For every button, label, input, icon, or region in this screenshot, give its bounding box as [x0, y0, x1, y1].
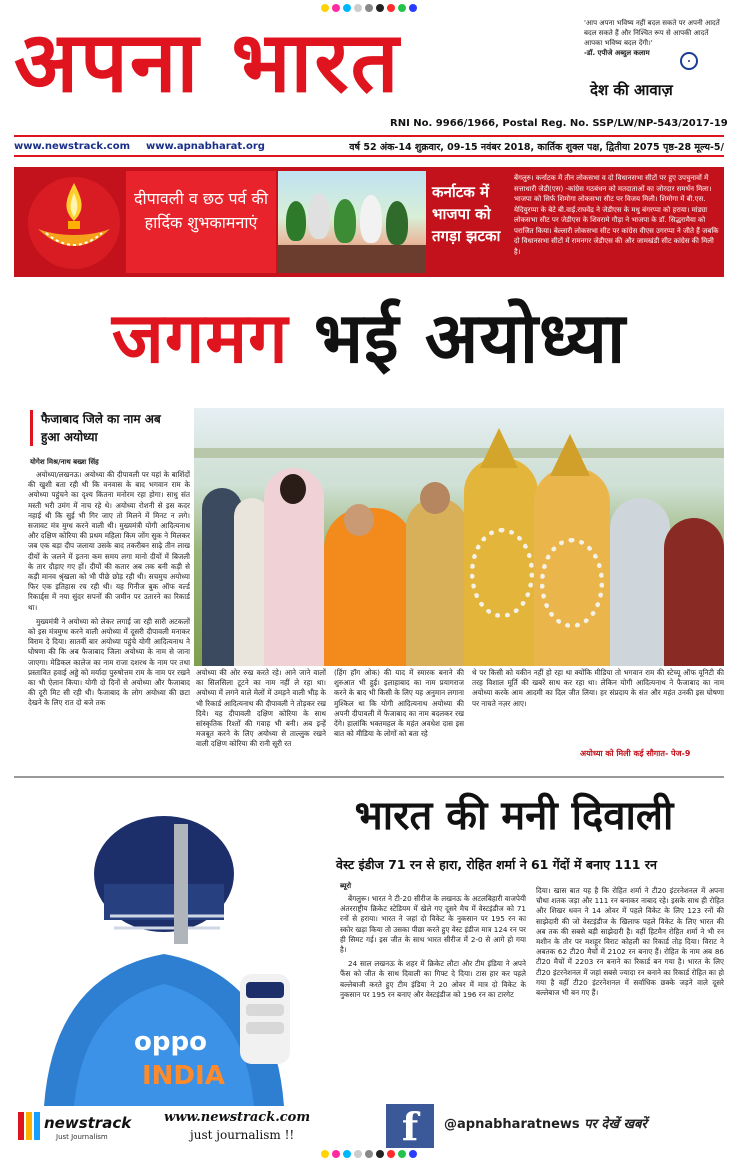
rni-number: RNI No. 9966/1966, Postal Reg. No. SSP/LW/NP-543/2017-19: [390, 118, 728, 129]
story1-column-2: अयोध्या की ओर रुख करते रहे। आने जाने वालों का सिलसिला टूटने का नाम नहीं ले रहा था। अयोध्या में लगने वाले मेलों में उमड़ने वाली भीड़ के भी रिकार्ड आदित्यनाथ की दीपावली ने तोड़कर रख दिये। यह दीपावली दक्षिण कोरिया के साथ सांस्कृतिक रिश्तों की गवाह भी बनी। अब इन्हें मजबूत करने के लिए अयोध्या से ताल्लुक रखने वाली दक्षिण कोरिया की रानी सूरी रत: [196, 668, 326, 749]
story1-byline: योगेश मिश्र/नाथ बख्श सिंह: [30, 458, 99, 466]
top-news-strip: [14, 167, 724, 277]
story1-column-4: थे पर किसी को यकीन नहीं हो रहा था क्योंकि मीडिया तो भगवान राम की स्टेच्यू ऑफ यूनिटी की तरह विशाल मूर्ति की खबरें साथ कर रहा था। लेकिन योगी आदित्यनाथ ने फैजाबाद का नाम अयोध्या करके आम आदमी का दिल जीत लिया। हर संप्रदाय के संत और महंत उनकी इस घोषणा पर नाचते नज़र आए।: [472, 668, 724, 708]
reg-dot: [409, 4, 417, 12]
rohit-sharma-photo: [14, 784, 300, 1106]
story2-headline: भारत की मनी दिवाली: [304, 790, 724, 842]
facebook-cta: पर देखें खबरें: [584, 1117, 647, 1132]
story2-subhead: वेस्ट इंडीज 71 रन से हारा, रोहित शर्मा ने 61 गेंदों में बनाए 111 रन: [336, 857, 657, 872]
link-newstrack[interactable]: www.newstrack.com: [14, 140, 131, 152]
masthead-quote: [584, 18, 724, 58]
svg-text:INDIA: INDIA: [142, 1061, 225, 1091]
masthead-tagline: देश की आवाज़: [590, 81, 673, 99]
cricketer-illustration: [14, 784, 300, 1106]
ashoka-chakra-icon: [680, 52, 698, 70]
facebook-icon[interactable]: f: [386, 1104, 434, 1148]
main-headline: [14, 296, 724, 380]
link-apnabharat[interactable]: www.apnabharat.org: [146, 140, 265, 152]
info-bar: [14, 135, 724, 157]
quote-author: -डॉ. एपीजे अब्दुल कलाम: [584, 49, 650, 57]
newstrack-logo[interactable]: [18, 1108, 148, 1144]
newstrack-url[interactable]: www.newstrack.com: [164, 1110, 311, 1125]
reg-dot: [354, 1150, 362, 1158]
section-divider: [14, 776, 724, 778]
story1-column-3: (हिंग हॉग ओक) की याद में स्मारक बनाने की शुरुआत भी हुई। इलाहाबाद का नाम प्रयागराज करने के बाद भी किसी के लिए यह अनुमान लगाना मुश्किल था कि योगी आदित्यनाथ अयोध्या की अपनी दीपावली में फैजाबाद का नाम बदलकर रख देंगे। हालांकि भक्तमहल के महंत अवधेश दास इस बात को मीडिया के लोगों को बता रहे: [334, 668, 464, 739]
story1-paragraph: मुख्यमंत्री ने अयोध्या को लेकर लगाई जा रही सारी अटकलों को इस मंत्रमुग्ध करने वाली अयोध्या में दूसरी दीपावली मनाकर विराम दे दिया। सातवीं बार अयोध्या पहुंचे योगी आदित्यनाथ ने घोषणा की कि अब फैजाबाद जिला अयोध्या के नाम से जाना जाएगा। मेडिकल कालेज का नाम राजा दशरथ के नाम पर तथा प्रस्तावित हवाई अड्डे को मर्यादा पुरुषोत्तम राम के नाम पर रखने का भी ऐलान किया। योगी दो दिनों से अयोध्या और फैजाबाद की दूरी मिट सी रही थी। फैजाबाद के लोग अयोध्या की छटा देखने के लिए रात दो बजे तक: [28, 616, 190, 708]
reg-dot: [321, 1150, 329, 1158]
karnataka-story: बेंगलुरु। कर्नाटक में तीन लोकसभा व दो विधानसभा सीटों पर हुए उपचुनावों में सत्ताधारी जेडी(एस) -कांग्रेस गठबंधन को मतदाताओं का जोरदार समर्थन मिला। भाजपा को सिर्फ शिमोगा लोकसभा सीट पर विजय मिली। शिमोगा में बी.एस. येदियुरप्पा के बेटे बी.वाई.राघवेंद्र ने जेडीएस के मधु बंगरप्पा को हराया। मांड्या लोकसभा सीट पर जेडीएस के शिवरामे गौड़ा ने भाजपा के डॉ. सिद्धरामैया को पराजित किया। बेल्लारी लोकसभा सीट पर कांग्रेस वीएस उगरप्पा ने जीते हैं जबकि दो विधानसभा सीटों में रामनगर जेडीएस की और जामखंडी सीट कांग्रेस की मिली है।: [514, 174, 719, 256]
reg-dot: [365, 4, 373, 12]
story1-paragraph: अयोध्या/लखनऊ। अयोध्या की दीपावली पर यहां के बाशिंदों की खुशी बता रही थी कि वनवास के बाद भगवान राम के अयोध्या पहुंचने का दृश्य कितना मनोरम रहा होगा। साधु संत मस्ती भरी उमंग में नाच रहे थे। अयोध्या रोशनी से इस कदर नहाई थी कि सुई भी गिर जाए तो मिलने में मिनट न लगे। सजावट मंत्र मुग्ध करने वाली थी। मुख्यमंत्री योगी आदित्यनाथ और दक्षिण कोरिया की प्रथम महिला किम जोंग सुक ने मिलकर जब एक बड़ा दीप जलाया उसके बाद तकरीबन साढ़े तीन लाख दीयों के जलने में इतना कम समय लगा मानो दीयों में बिजली के तार दौड़ाए गए हों। दीयों की कतार अब तक बनी कड़ी से कड़ी मानव श्रृंखला को भी पीछे छोड़ रही थी। सचमुच अयोध्या फिर एक इतिहास रच रही थी। यह गिनीज बुक ऑफ वर्ल्ड रिकार्ड्स में नया सुंदर सपनों की जमीन पर उतारने का रिकार्ड था।: [28, 470, 190, 612]
reg-dot: [365, 1150, 373, 1158]
headline-part-black: भई अयोध्या: [313, 297, 627, 379]
reg-dot: [343, 1150, 351, 1158]
reg-dot: [376, 1150, 384, 1158]
story2-byline: ब्यूरो: [340, 882, 352, 890]
reg-dot: [387, 4, 395, 12]
quote-text: 'आप अपना भविष्य नहीं बदल सकते पर अपनी आदतें बदल सकते हैं और निश्चित रूप से आपकी आदतें आपका भविष्य बदल देंगी।': [584, 19, 720, 47]
reg-dot: [409, 1150, 417, 1158]
svg-text:oppo: oppo: [134, 1027, 207, 1057]
reg-dot: [332, 1150, 340, 1158]
reg-dot: [354, 4, 362, 12]
diwali-greeting: दीपावली व छठ पर्व की हार्दिक शुभकामनाएं: [126, 171, 276, 273]
story1-column-1: [28, 470, 190, 760]
reg-dot: [376, 4, 384, 12]
story2-paragraph: बेंगलुरू। भारत ने टी-20 सीरीज के लखनऊ के अटलबिहारी वाजपेयी अंतरराष्ट्रीय क्रिकेट स्टेडियम में खेले गए दूसरे मैच में वेस्टइंडीज को 71 रनों से हराया। भारत ने जहां दो विकेट के नुकसान पर 195 रन का स्कोर खड़ा किया तो उसका पीछा करते हुए वेस्ट इंडीज मात्र 124 रन पर ही सिमट गई। इस जीत के साथ भारत सीरीज में 2-0 से आगे हो गया है।: [340, 894, 526, 955]
story1-subhead: फैजाबाद जिले का नाम अब हुआ अयोध्या: [30, 410, 180, 446]
reg-dot: [343, 4, 351, 12]
reg-dot: [332, 4, 340, 12]
issue-info: वर्ष 52 अंक-14 शुक्रवार, 09-15 नवंबर 2018, कार्तिक शुक्ल पक्ष, द्वितीया 2075 पृष्ठ-28 मूल्य-5/: [349, 141, 724, 153]
diya-lamp-icon: [24, 173, 124, 271]
logo-text: newstrack: [44, 1114, 132, 1132]
story2-paragraph: 24 साल लखनऊ के शहर में क्रिकेट लौटा और टीम इंडिया ने अपने फैंस को जीत के साथ दिवाली का गिफ्ट दे दिया। टास हार कर पहले बल्लेबाजी करते हुए टीम इंडिया ने 20 ओवर में मात्र दो विकेट के नुकसान पर 195 रन बनाए और वेस्टइंडीज को 196 रन का टारगेट: [340, 959, 526, 999]
footer-ads: [14, 1104, 724, 1149]
reg-dot: [398, 4, 406, 12]
reg-dot: [321, 4, 329, 12]
logo-subtext: Just Journalism: [56, 1133, 108, 1141]
facebook-promo[interactable]: [444, 1114, 647, 1132]
registration-marks-bottom: [0, 1146, 737, 1162]
story2-column-1: [340, 894, 526, 1100]
newstrack-slogan: just journalism !!: [190, 1128, 295, 1142]
story1-continued: अयोध्या को मिली कई सौगात- पेज-9: [580, 749, 691, 758]
reg-dot: [387, 1150, 395, 1158]
reg-dot: [398, 1150, 406, 1158]
masthead-title: अपना भारत: [14, 12, 401, 111]
karnataka-headline: कर्नाटक में भाजपा को तगड़ा झटका: [432, 183, 501, 245]
masthead: [14, 14, 584, 114]
headline-part-red: जगमग: [111, 297, 289, 379]
ayodhya-main-photo: [194, 408, 724, 666]
story2-column-2: दिया। खास बात यह है कि रोहित शर्मा ने टी20 इंटरनेशनल में अपना चौथा शतक जड़ा और 111 रन बनाकर नाबाद रहे। इसके साथ ही रोहित और शिखर धवन ने 14 ओवर में पहले विकेट के लिए 123 रनों की साझेदारी की जो वेस्टइंडीज के खिलाफ पहले विकेट के लिए भारत की अब तक की सबसे बड़ी साझेदारी है। वहीं हिटमैन रोहित शर्मा ने भी रन मशीन के तौर पर मशहूर विराट कोहली का रिकार्ड तोड़ दिया। विराट ने अबतक 62 टी20 मैचों में 2102 रन बनाए हैं। रोहित के नाम अब 86 टी20 मैचों में 2203 रन बनाने का रिकार्ड बन गया है। भारत के लिए टी20 इंटरनेशनल में जहां सबसे ज्यादा रन बनाने का रिकार्ड रोहित का हो गया है वहीं टी20 इंटरनेशनल में सर्वाधिक छक्के जड़ने वाले दूसरे बल्लेबाज भी बन गए हैं।: [536, 886, 724, 998]
facebook-handle: @apnabharatnews: [444, 1117, 580, 1132]
celebration-photo: [278, 171, 426, 273]
